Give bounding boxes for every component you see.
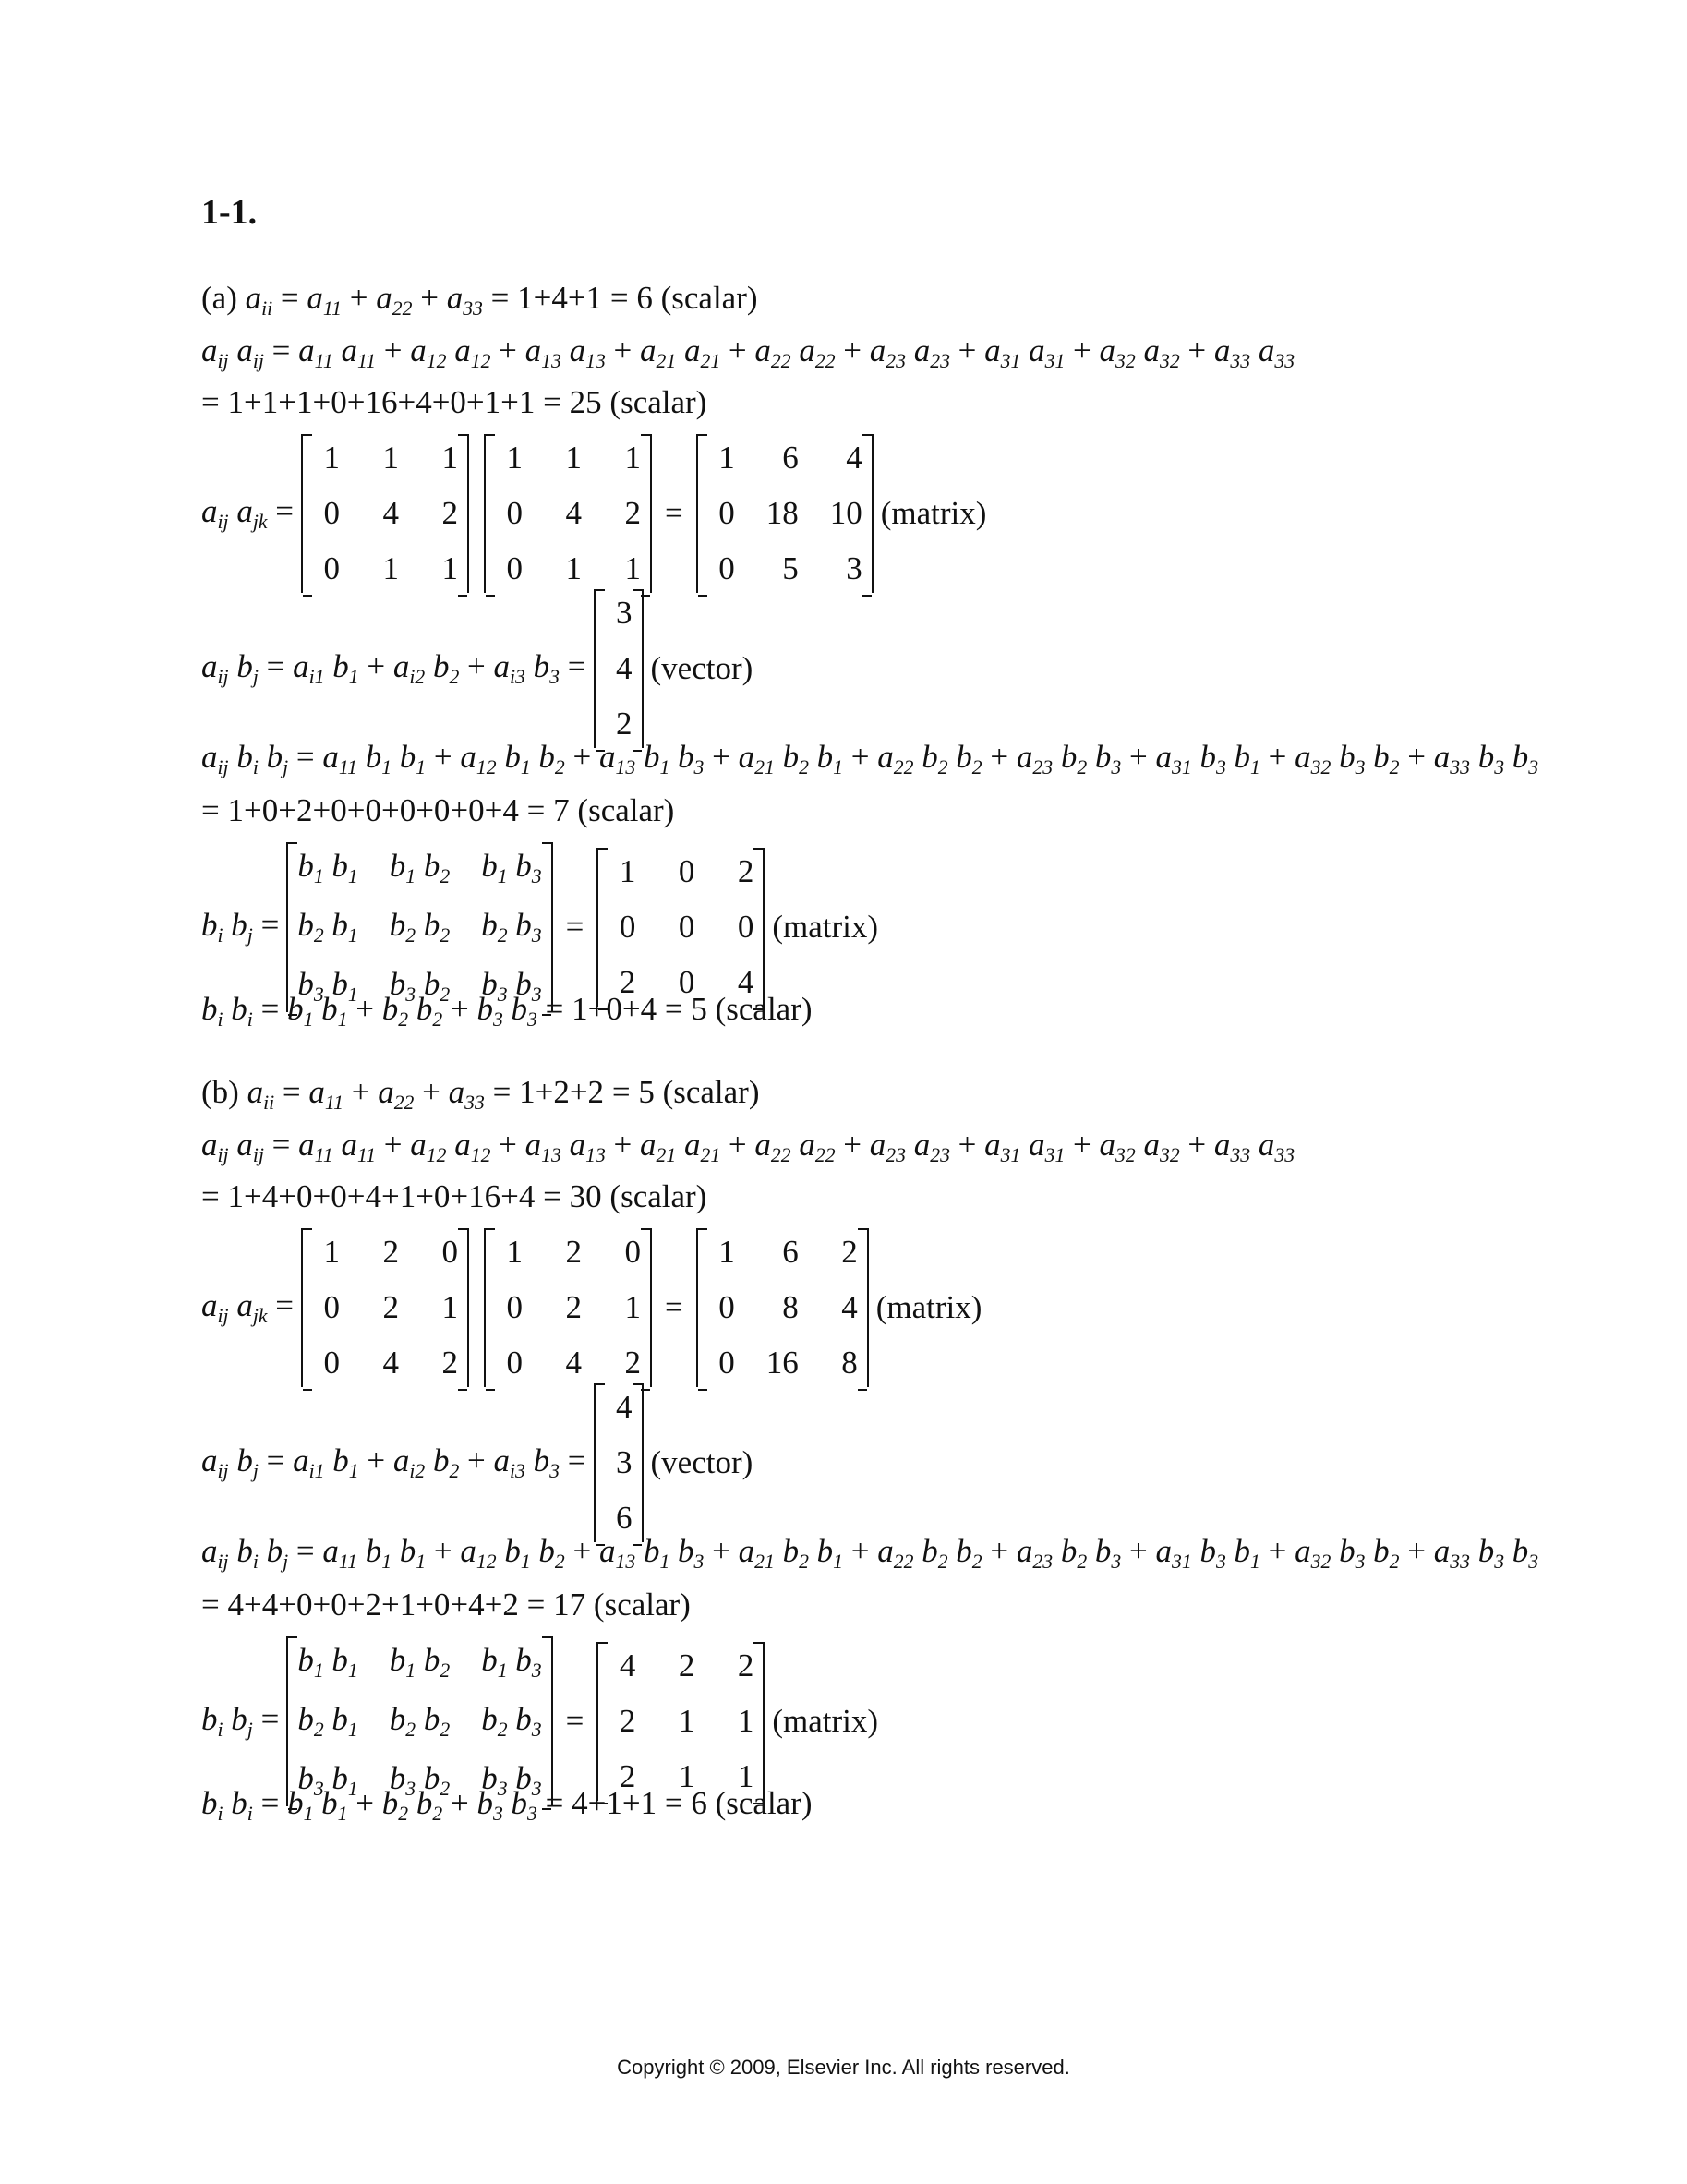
matrix-cell: 1: [382, 550, 399, 586]
matrix-cell: 2: [619, 1702, 636, 1739]
a-ab-lhs: $a_{ij}$ $b_j = a_{i1}$ $b_1 + a_{i2}$ $b_2 + a_{i3}$ $b_3$ =: [201, 648, 586, 688]
b-matrix-label: (matrix): [875, 1289, 982, 1325]
part-a-label: (a): [201, 280, 237, 316]
matrix-cell: 2: [565, 1234, 582, 1270]
matrix-cell: $b_3$ $b_1$: [297, 965, 358, 1006]
matrix-cell: 2: [616, 706, 633, 742]
matrix-cell: 0: [323, 1345, 340, 1381]
matrix-cell: 2: [382, 1234, 399, 1270]
matrix-cell: 2: [624, 495, 641, 531]
matrix-cell: 1: [441, 440, 458, 476]
matrix-cell: 6: [616, 1500, 633, 1536]
b-bb-lhs: $b_i$ $b_j$ =: [201, 1700, 280, 1741]
matrix-cell: $b_2$ $b_1$: [297, 906, 358, 947]
a-bb-matrix-label: (matrix): [772, 908, 879, 945]
b-bibi-line: [201, 1787, 813, 1825]
matrix-cell: 0: [323, 1289, 340, 1325]
matrix-cell: 1: [678, 1702, 695, 1739]
matrix-cell: $b_1$ $b_1$: [297, 848, 358, 887]
a-bb-lhs: $b_i$ $b_j$ =: [201, 906, 280, 947]
matrix-cell: $b_1$ $b_2$: [389, 1642, 451, 1682]
matrix-cell: 10: [829, 495, 862, 531]
b-ab-row: [201, 1383, 753, 1542]
b-bb-row: $b_i$ $b_j$ = $b_1$ $b_1$ $b_1$ $b_2$ $b_1$ $b_3$ $b_2$ $b_1$ $b_2$ $b_2$ $b_2$ $b_3$ $b_3$ $b_1$ $b_3$ $b_2$ $b_3$ $b_3$ = 4 2 2 2 1 1 2 1 1 (matrix): [201, 1636, 878, 1806]
matrix-cell: $b_3$ $b_2$: [389, 1759, 451, 1800]
b-bibi-expr: $b_i$ $b_i = b_1$ $b_1 + b_2$ $b_2 + b_3$ $b_3 = 4+1+1 = 6$ (scalar): [201, 1785, 813, 1825]
b-bb-matrix-label: (matrix): [772, 1702, 879, 1739]
matrix-cell: 1: [441, 550, 458, 586]
matrix-cell: 6: [782, 440, 799, 476]
matrix-cell: 0: [678, 963, 695, 1000]
a-trace-expr: $a_{ii} = a_{11} + a_{22} + a_{33} = 1+4+1 = 6$ (scalar): [245, 280, 758, 320]
matrix-cell: 1: [619, 852, 636, 889]
matrix-cell: 2: [624, 1345, 641, 1381]
a-aijaij-line: [201, 334, 1295, 372]
b-abb-line: [201, 1535, 1538, 1573]
matrix-cell: 0: [718, 550, 735, 586]
matrix-cell: $b_1$ $b_1$: [297, 1642, 358, 1682]
a-bb-row: $b_i$ $b_j$ = $b_1$ $b_1$ $b_1$ $b_2$ $b_1$ $b_3$ $b_2$ $b_1$ $b_2$ $b_2$ $b_2$ $b_3$ $b_3$ $b_1$ $b_3$ $b_2$ $b_3$ $b_3$ = 1 0 2 0 0 0 2 0 4 (matrix): [201, 842, 878, 1012]
matrix-cell: $b_1$ $b_3$: [481, 1642, 542, 1682]
matrix-cell: 1: [718, 440, 735, 476]
matrix-cell: 6: [782, 1234, 799, 1270]
matrix-cell: 16: [765, 1345, 799, 1381]
matrix-cell: 0: [678, 908, 695, 945]
matrix-cell: $b_3$ $b_3$: [481, 1759, 542, 1800]
part-b-label: (b): [201, 1074, 239, 1110]
matrix-cell: 0: [506, 1289, 523, 1325]
matrix-cell: 5: [782, 550, 799, 586]
matrix-cell: 0: [678, 852, 695, 889]
matrix-cell: 4: [846, 440, 862, 476]
a-matrix-A2: [484, 434, 652, 593]
matrix-cell: 1: [382, 440, 399, 476]
matrix-cell: 18: [765, 495, 799, 531]
b-aijaij-sum-expr: = 1+4+0+0+4+1+0+16+4 = 30 (scalar): [201, 1178, 707, 1214]
b-matrix-A2: [484, 1228, 652, 1387]
a-ab-row: [201, 589, 753, 748]
matrix-cell: 2: [841, 1234, 858, 1270]
matrix-cell: 0: [506, 1345, 523, 1381]
a-bibi-line: [201, 993, 813, 1031]
matrix-cell: 4: [616, 650, 633, 686]
a-matrix-A1: [301, 434, 469, 593]
matrix-cell: 2: [565, 1289, 582, 1325]
matrix-cell: 0: [323, 495, 340, 531]
a-aijaij-expr: $a_{ij}$ $a_{ij} = a_{11}$ $a_{11} + a_{12}$ $a_{12} + a_{13}$ $a_{13} + a_{21}$ $a_{21} + a_{22}$ $a_{22} + a_{23}$ $a_{23} + a_{31}$ $a_{31} + a_{32}$ $a_{32} + a_{33}$ $a_{33}$: [201, 332, 1295, 372]
a-matrix-AA: [696, 434, 874, 593]
a-abb-line: [201, 741, 1538, 778]
matrix-cell: 1: [678, 1757, 695, 1794]
matrix-cell: 2: [619, 1757, 636, 1794]
b-vector-label: (vector): [650, 1444, 753, 1480]
matrix-cell: 0: [506, 550, 523, 586]
matrix-cell: 1: [565, 440, 582, 476]
a-aijaij-sum-expr: = 1+1+1+0+16+4+0+1+1 = 25 (scalar): [201, 384, 707, 420]
matrix-cell: 0: [624, 1234, 641, 1270]
a-ajk-lhs: $a_{ij}$ $a_{jk}$ =: [201, 493, 294, 533]
matrix-cell: 4: [841, 1289, 858, 1325]
matrix-cell: $b_1$ $b_2$: [389, 848, 451, 887]
matrix-cell: 1: [565, 550, 582, 586]
b-bb-symbolic: [286, 1636, 552, 1806]
a-bb-symbolic: [286, 842, 552, 1012]
b-abb-sum: [201, 1588, 691, 1621]
matrix-cell: 1: [624, 1289, 641, 1325]
matrix-cell: 0: [619, 908, 636, 945]
matrix-cell: 1: [737, 1702, 754, 1739]
matrix-cell: 2: [737, 1647, 754, 1683]
a-abb-sum-expr: = 1+0+2+0+0+0+0+0+4 = 7 (scalar): [201, 792, 675, 828]
matrix-cell: 0: [718, 1345, 735, 1381]
matrix-cell: 1: [718, 1234, 735, 1270]
matrix-cell: 4: [382, 495, 399, 531]
matrix-cell: 8: [841, 1345, 858, 1381]
matrix-cell: 4: [619, 1647, 636, 1683]
matrix-cell: $b_3$ $b_1$: [297, 1759, 358, 1800]
b-aijaij-expr: $a_{ij}$ $a_{ij} = a_{11}$ $a_{11} + a_{12}$ $a_{12} + a_{13}$ $a_{13} + a_{21}$ $a_{21} + a_{22}$ $a_{22} + a_{23}$ $a_{23} + a_{31}$ $a_{31} + a_{32}$ $a_{32} + a_{33}$ $a_{33}$: [201, 1127, 1295, 1166]
a-matrix-label: (matrix): [880, 495, 987, 531]
a-vector-label: (vector): [650, 650, 753, 686]
b-trace-expr: $a_{ii} = a_{11} + a_{22} + a_{33} = 1+2+2 = 5$ (scalar): [247, 1074, 760, 1114]
matrix-cell: $b_1$ $b_3$: [481, 848, 542, 887]
b-matrix-AA: [696, 1228, 869, 1387]
a-abb-expr: $a_{ij}$ $b_i$ $b_j = a_{11}$ $b_1$ $b_1 + a_{12}$ $b_1$ $b_2 + a_{13}$ $b_1$ $b_3 + a_{21}$ $b_2$ $b_1 + a_{22}$ $b_2$ $b_2 + a_{23}$ $b_2$ $b_3 + a_{31}$ $b_3$ $b_1 + a_{32}$ $b_3$ $b_2 + a_{33}$ $b_3$ $b_3$: [201, 739, 1539, 778]
matrix-cell: 2: [382, 1289, 399, 1325]
problem-title: 1-1.: [201, 193, 258, 232]
matrix-cell: 1: [506, 1234, 523, 1270]
matrix-cell: 1: [624, 440, 641, 476]
b-ab-lhs: $a_{ij}$ $b_j = a_{i1}$ $b_1 + a_{i2}$ $b_2 + a_{i3}$ $b_3$ =: [201, 1442, 586, 1482]
b-vector: [594, 1383, 644, 1542]
matrix-cell: $b_3$ $b_2$: [389, 965, 451, 1006]
matrix-cell: 1: [624, 550, 641, 586]
matrix-cell: 2: [441, 1345, 458, 1381]
matrix-cell: 4: [737, 963, 754, 1000]
matrix-cell: 4: [565, 495, 582, 531]
b-aijaij-line: [201, 1128, 1295, 1166]
matrix-cell: 2: [619, 963, 636, 1000]
matrix-cell: 3: [616, 1444, 633, 1480]
matrix-cell: 1: [323, 440, 340, 476]
matrix-cell: 2: [678, 1647, 695, 1683]
a-vector: [594, 589, 644, 748]
matrix-cell: $b_3$ $b_3$: [481, 965, 542, 1006]
matrix-cell: $b_2$ $b_3$: [481, 906, 542, 947]
a-bibi-expr: $b_i$ $b_i = b_1$ $b_1 + b_2$ $b_2 + b_3$ $b_3 = 1+0+4 = 5$ (scalar): [201, 991, 813, 1031]
matrix-cell: 1: [737, 1757, 754, 1794]
matrix-cell: 4: [616, 1389, 633, 1425]
copyright-footer: Copyright © 2009, Elsevier Inc. All rights reserved.: [617, 2056, 1070, 2079]
matrix-cell: 0: [718, 1289, 735, 1325]
a-trace-line: [201, 282, 758, 320]
matrix-cell: $b_2$ $b_2$: [389, 906, 451, 947]
matrix-cell: 2: [441, 495, 458, 531]
b-matrix-A1: [301, 1228, 469, 1387]
matrix-cell: 1: [323, 1234, 340, 1270]
matrix-cell: 0: [718, 495, 735, 531]
b-abb-sum-expr: = 4+4+0+0+2+1+0+4+2 = 17 (scalar): [201, 1587, 691, 1623]
matrix-cell: 3: [616, 595, 633, 631]
b-trace-line: [201, 1076, 759, 1114]
b-ajk-lhs: $a_{ij}$ $a_{jk}$ =: [201, 1287, 294, 1327]
matrix-cell: 0: [737, 908, 754, 945]
b-ajk-row: $a_{ij}$ $a_{jk}$ = 1 2 0 0 2 1 0 4 2 1 2 0 0 2 1 0 4 2 = 1 6 2 0 8 4 0 16 8 (matrix): [201, 1228, 982, 1387]
matrix-cell: 4: [382, 1345, 399, 1381]
matrix-cell: 4: [565, 1345, 582, 1381]
matrix-cell: 0: [323, 550, 340, 586]
a-aijaij-sum: [201, 386, 706, 418]
matrix-cell: $b_2$ $b_2$: [389, 1700, 451, 1741]
matrix-cell: 0: [506, 495, 523, 531]
a-abb-sum: [201, 794, 674, 827]
a-ajk-row: $a_{ij}$ $a_{jk}$ = 1 1 1 0 4 2 0 1 1 1 1 1 0 4 2 0 1 1 = 1 6 4 0 18 10 0 5 3 (matrix): [201, 434, 986, 593]
b-aijaij-sum: [201, 1180, 706, 1213]
matrix-cell: 8: [782, 1289, 799, 1325]
matrix-cell: 0: [441, 1234, 458, 1270]
matrix-cell: 3: [846, 550, 862, 586]
matrix-cell: 1: [441, 1289, 458, 1325]
b-bb-matrix: [596, 1642, 765, 1801]
a-bb-matrix: [596, 848, 765, 1007]
matrix-cell: 1: [506, 440, 523, 476]
matrix-cell: 2: [737, 852, 754, 889]
matrix-cell: $b_2$ $b_1$: [297, 1700, 358, 1741]
b-abb-expr: $a_{ij}$ $b_i$ $b_j = a_{11}$ $b_1$ $b_1 + a_{12}$ $b_1$ $b_2 + a_{13}$ $b_1$ $b_3 + a_{21}$ $b_2$ $b_1 + a_{22}$ $b_2$ $b_2 + a_{23}$ $b_2$ $b_3 + a_{31}$ $b_3$ $b_1 + a_{32}$ $b_3$ $b_2 + a_{33}$ $b_3$ $b_3$: [201, 1533, 1539, 1573]
matrix-cell: $b_2$ $b_3$: [481, 1700, 542, 1741]
